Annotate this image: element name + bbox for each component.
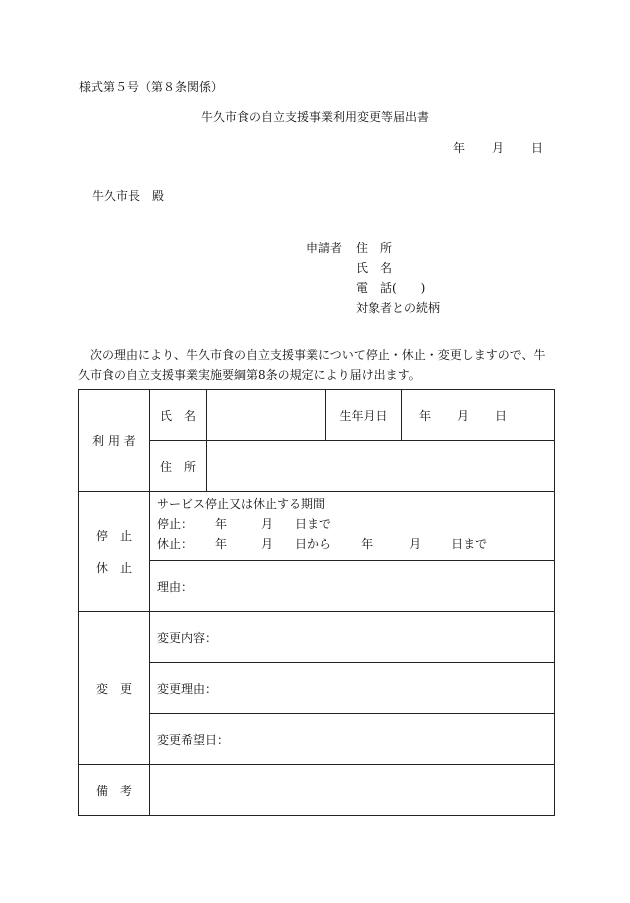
period-heading: サービス停止又は休止する期間 <box>157 497 326 511</box>
stop-period-line: 停止： 年 月 日まで <box>157 517 332 531</box>
birthdate-label: 生年月日 <box>326 390 402 441</box>
body-paragraph: 次の理由により、牛久市食の自立支援事業について停止・休止・変更しますので、牛久市食の自立支援事業実施要綱第8条の規定により届け出ます。 <box>78 348 546 382</box>
change-reason-label: 変更理由： <box>157 681 218 696</box>
period-cell[interactable] <box>150 492 555 561</box>
suspend-period-line: 休止： 年 月 日から 年 月 日まで <box>157 537 488 551</box>
applicant-relation-label: 対象者との続柄 <box>356 301 441 315</box>
change-content-label: 変更内容： <box>157 630 218 645</box>
form-number: 様式第５号（第８条関係） <box>79 80 224 94</box>
birth-day-label: 日 <box>495 408 508 423</box>
birth-year-label: 年 <box>419 408 432 423</box>
user-name-label: 氏 名 <box>150 390 207 441</box>
date-year-label: 年 <box>453 141 466 155</box>
stop-suspend-section-label <box>79 492 150 612</box>
stop-reason-field[interactable] <box>150 561 555 612</box>
remarks-label: 備 考 <box>79 765 150 816</box>
applicant-block <box>306 238 440 318</box>
suspend-label: 休 止 <box>95 560 132 575</box>
change-content-field[interactable] <box>150 612 555 663</box>
change-date-label: 変更希望日： <box>157 732 230 747</box>
date-day-label: 日 <box>531 141 544 155</box>
change-reason-field[interactable] <box>150 663 555 714</box>
stop-label: 停 止 <box>95 528 132 543</box>
change-section-label: 変 更 <box>79 612 150 765</box>
remarks-field[interactable] <box>150 765 555 816</box>
date-month-label: 月 <box>492 141 505 155</box>
birth-month-label: 月 <box>457 408 470 423</box>
stop-reason-label: 理由： <box>157 579 194 594</box>
applicant-address-label: 住 所 <box>356 241 393 255</box>
user-address-label: 住 所 <box>150 441 207 492</box>
form-title: 牛久市食の自立支援事業利用変更等届出書 <box>200 110 429 124</box>
user-address-field[interactable] <box>207 441 555 492</box>
addressee: 牛久市長 殿 <box>92 189 165 203</box>
applicant-label: 申請者 <box>306 241 343 255</box>
change-date-field[interactable] <box>150 714 555 765</box>
birthdate-field[interactable] <box>402 390 555 441</box>
applicant-name-label: 氏 名 <box>356 261 393 275</box>
user-section-label: 利 用 者 <box>79 390 150 492</box>
user-name-field[interactable] <box>207 390 326 441</box>
form-table <box>78 389 555 816</box>
submission-date <box>453 141 543 155</box>
applicant-phone-label: 電 話( ) <box>356 281 426 295</box>
